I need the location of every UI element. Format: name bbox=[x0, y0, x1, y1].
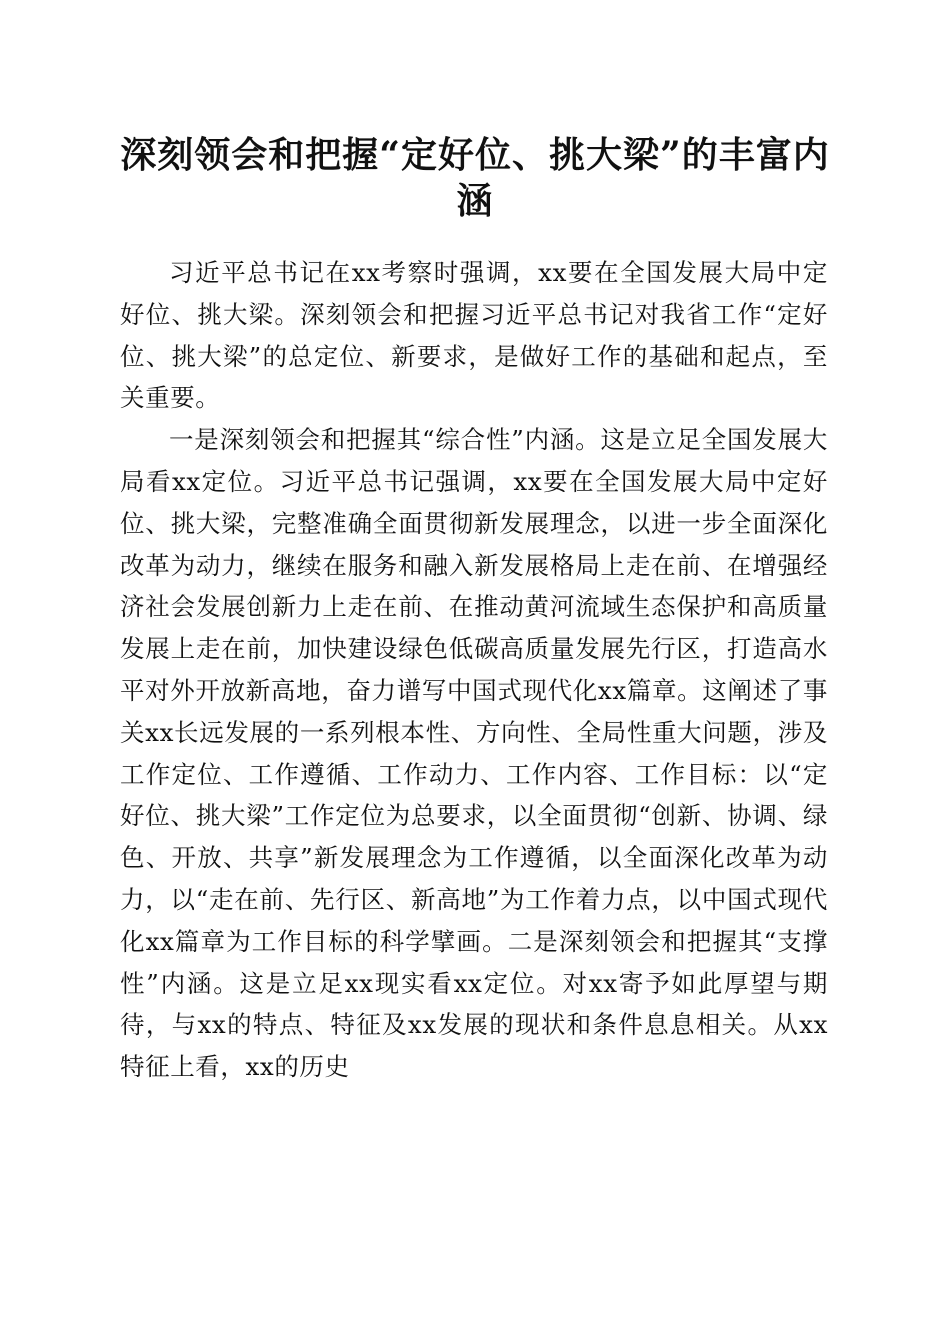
paragraph-section-one: 一是深刻领会和把握其“综合性”内涵。这是立足全国发展大局看xx定位。习近平总书记强调，xx要在全国发展大局中定好位、挑大梁，完整准确全面贯彻新发展理念，以进一步全面深化改革为动力，继续在服务和融入新发展格局上走在前、在增强经济社会发展创新力上走在前、在推动黄河流域生态保护和高质量发展上走在前，加快建设绿色低碳高质量发展先行区，打造高水平对外开放新高地，奋力谱写中国式现代化xx篇章。这阐述了事关xx长远发展的一系列根本性、方向性、全局性重大问题，涉及工作定位、工作遵循、工作动力、工作内容、工作目标：以“定好位、挑大梁”工作定位为总要求，以全面贯彻“创新、协调、绿色、开放、共享”新发展理念为工作遵循，以全面深化改革为动力，以“走在前、先行区、新高地”为工作着力点，以中国式现代化xx篇章为工作目标的科学擘画。二是深刻领会和把握其“支撑性”内涵。这是立足xx现实看xx定位。对xx寄予如此厚望与期待，与xx的特点、特征及xx发展的现状和条件息息相关。从xx特征上看，xx的历史 bbox=[120, 425, 828, 1082]
document-body bbox=[120, 252, 828, 1088]
document-title: 深刻领会和把握“定好位、挑大梁”的丰富内涵 bbox=[120, 134, 830, 222]
paragraph-intro: 习近平总书记在xx考察时强调，xx要在全国发展大局中定好位、挑大梁。深刻领会和把握习近平总书记对我省工作“定好位、挑大梁”的总定位、新要求，是做好工作的基础和起点，至关重要。 bbox=[120, 258, 828, 413]
